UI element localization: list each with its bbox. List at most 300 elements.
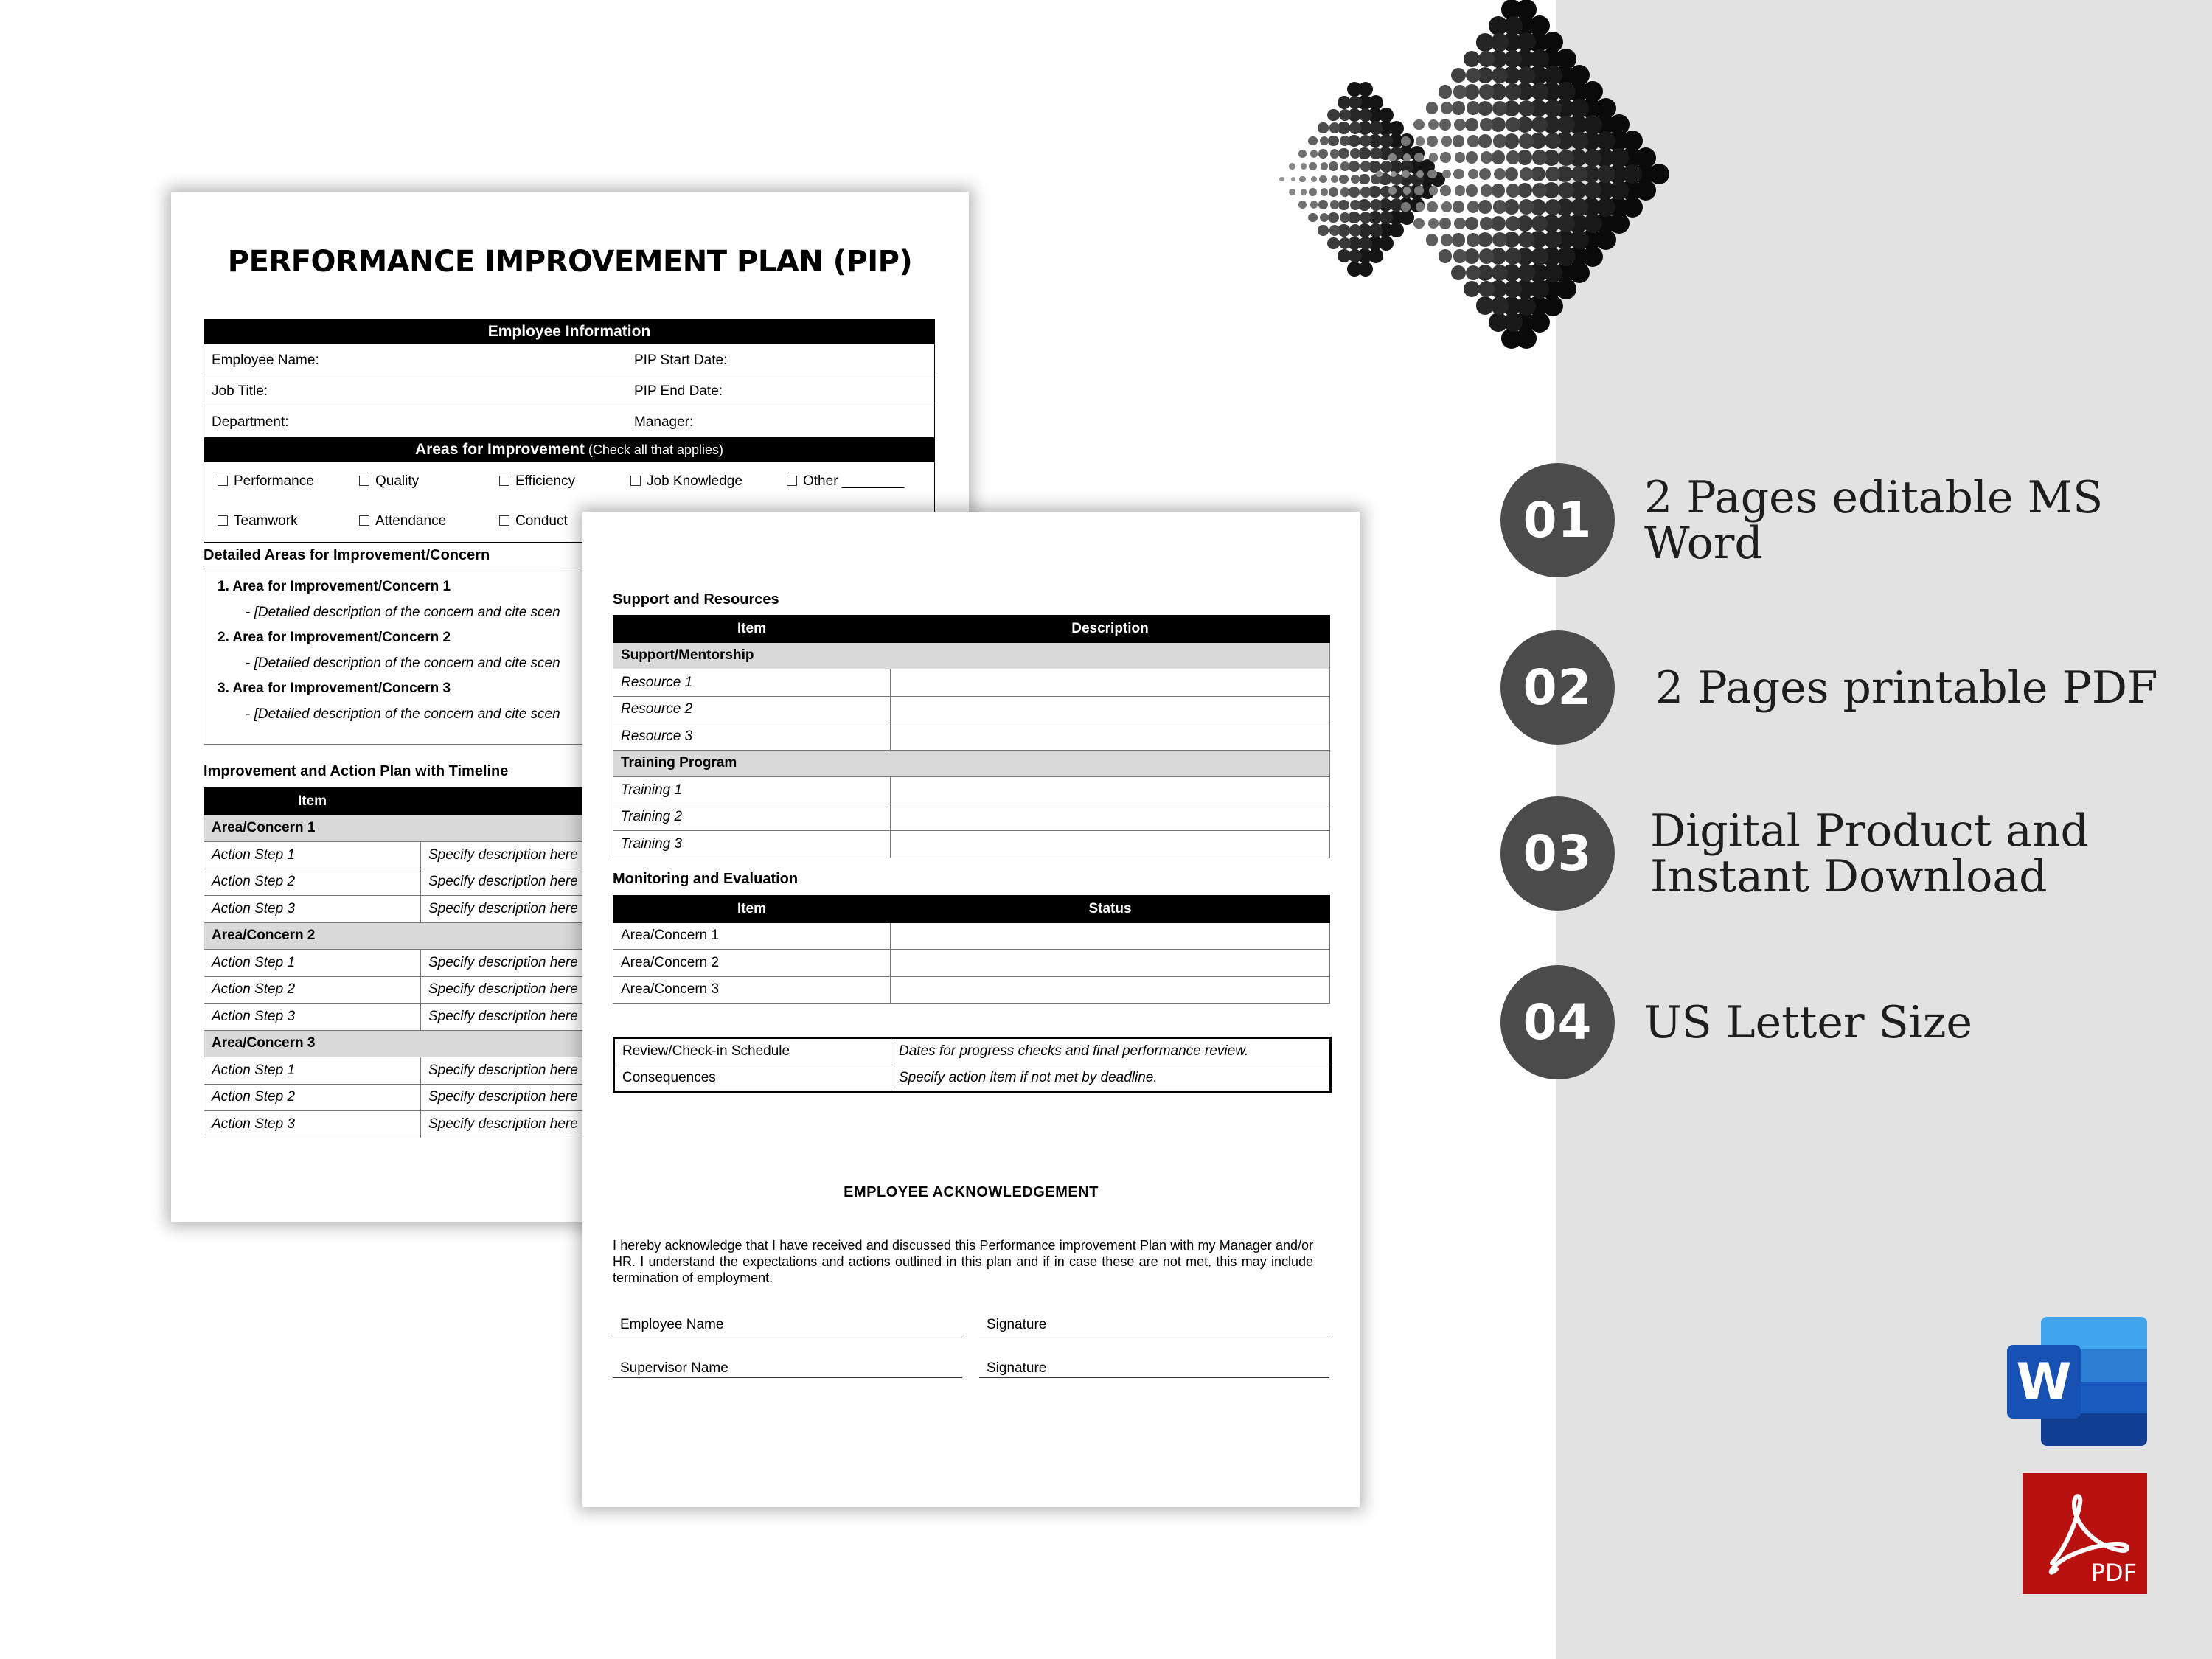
- step-item: Action Step 1: [204, 842, 421, 869]
- step-description: Specify description here: [421, 842, 936, 869]
- resource-description-cell[interactable]: [891, 723, 1330, 751]
- concern-2-description: - [Detailed description of the concern and cite scen: [246, 655, 560, 671]
- decorative-dot: [1427, 201, 1438, 212]
- step-item: Action Step 3: [204, 1004, 421, 1031]
- decorative-dot: [1338, 200, 1349, 210]
- decorative-dot: [1504, 199, 1519, 214]
- decorative-dot: [1455, 152, 1466, 163]
- decorative-dot: [1350, 200, 1360, 210]
- consequences-value: Specify action item if not met by deadline.: [891, 1065, 1331, 1092]
- decorative-dot: [1329, 187, 1338, 197]
- resource-item: Resource 3: [613, 723, 891, 751]
- decorative-dot: [1403, 187, 1411, 195]
- decorative-dot: [1359, 237, 1372, 250]
- checkbox-conduct[interactable]: [499, 513, 568, 529]
- decorative-dot: [1376, 171, 1382, 178]
- decorative-dot: [1466, 151, 1478, 164]
- decorative-dot: [1318, 225, 1328, 235]
- decorative-dot: [1299, 176, 1306, 183]
- decorative-dot: [1429, 153, 1439, 162]
- feature-text: US Letter Size: [1644, 996, 1972, 1048]
- monitoring-item: Area/Concern 3: [613, 976, 891, 1004]
- decorative-dot: [1439, 249, 1452, 262]
- group-label: Support/Mentorship: [613, 642, 1330, 669]
- checkbox-icon: [499, 515, 509, 526]
- decorative-dot: [1517, 183, 1532, 198]
- decorative-dot: [1531, 215, 1548, 232]
- decorative-dot: [1531, 167, 1545, 181]
- decorative-dot: [1467, 201, 1480, 213]
- decorative-dot: [1388, 153, 1397, 161]
- decorative-dot: [1289, 163, 1295, 170]
- decorative-dot: [1327, 237, 1339, 249]
- decorative-dot: [1329, 225, 1340, 235]
- decorative-dot: [1347, 262, 1362, 276]
- decorative-dot: [1478, 200, 1492, 213]
- decorative-dot: [1478, 51, 1495, 67]
- decorative-dot: [1339, 237, 1351, 249]
- decorative-dot: [1370, 199, 1382, 211]
- step-item: Action Step 1: [204, 950, 421, 977]
- decorative-dot: [1339, 175, 1349, 184]
- decorative-dot: [1519, 133, 1534, 148]
- decorative-dot: [1468, 169, 1479, 180]
- detailed-areas-label: Detailed Areas for Improvement/Concern: [204, 547, 490, 563]
- group-label: Training Program: [613, 750, 1330, 777]
- decorative-dot: [1298, 150, 1307, 158]
- word-icon-badge: W: [2007, 1345, 2081, 1419]
- department-label: Department:: [212, 414, 289, 430]
- decorative-dot: [1532, 150, 1547, 164]
- decorative-dot: [1428, 119, 1439, 131]
- decorative-dot: [1441, 102, 1453, 114]
- decorative-dot: [1453, 85, 1467, 98]
- checkbox-label: Conduct: [515, 513, 568, 529]
- group-label: Area/Concern 2: [204, 922, 936, 950]
- decorative-dot: [1492, 101, 1507, 116]
- decorative-dot: [1349, 187, 1359, 197]
- decorative-dot: [1429, 186, 1439, 195]
- decorative-dot: [1441, 136, 1453, 147]
- monitoring-item: Area/Concern 1: [613, 922, 891, 950]
- decorative-dot: [1349, 96, 1362, 109]
- decorative-dot: [1440, 152, 1451, 163]
- decorative-dot: [1476, 296, 1494, 314]
- checkbox-job-knowledge[interactable]: [630, 473, 742, 490]
- decorative-dot: [1489, 16, 1508, 35]
- decorative-dot: [1479, 168, 1492, 181]
- decorative-dot: [1558, 150, 1574, 166]
- training-description-cell[interactable]: [891, 777, 1330, 804]
- feature-number-badge: 04: [1500, 965, 1615, 1079]
- employee-information-header: Employee Information: [204, 319, 934, 344]
- checkbox-icon: [359, 515, 369, 526]
- feature-2: [1500, 630, 2194, 745]
- group-label: Area/Concern 1: [204, 815, 936, 842]
- decorative-dot: [1340, 161, 1350, 171]
- step-item: Action Step 2: [204, 1084, 421, 1111]
- monitoring-evaluation-label: Monitoring and Evaluation: [613, 871, 799, 887]
- decorative-dot: [1466, 184, 1478, 197]
- feature-number-badge: 02: [1500, 630, 1615, 745]
- decorative-dot: [1321, 188, 1329, 196]
- checkbox-quality[interactable]: [359, 473, 419, 490]
- acknowledgement-body: I hereby acknowledge that I have received and discussed this Performance improvement Plan with my Manager and/or HR. I understand the expectations and actions outlined in this plan and if in case these are not met, this may include termination of employment.: [613, 1238, 1313, 1285]
- checkbox-other[interactable]: [787, 473, 904, 490]
- status-cell[interactable]: [891, 922, 1330, 950]
- decorative-dot: [1481, 151, 1493, 164]
- col-item-header: Item: [613, 896, 891, 923]
- decorative-dot: [1329, 122, 1340, 133]
- col-status-header: Status: [891, 896, 1330, 923]
- decorative-dot: [1309, 162, 1317, 170]
- table-row: [613, 669, 1330, 697]
- decorative-dot: [1452, 101, 1465, 114]
- resource-description-cell[interactable]: [891, 696, 1330, 723]
- decorative-dot: [1329, 161, 1338, 171]
- decorative-dot: [1464, 248, 1479, 263]
- decorative-dot: [1480, 217, 1493, 230]
- decorative-dot: [1301, 163, 1307, 170]
- monitoring-item: Area/Concern 2: [613, 950, 891, 977]
- decorative-dot: [1505, 83, 1521, 100]
- decorative-dot: [1380, 134, 1393, 147]
- decorative-dot: [1360, 187, 1371, 197]
- table-row: [613, 723, 1330, 751]
- checkbox-icon: [218, 476, 228, 486]
- feature-4: [1500, 965, 2194, 1079]
- supervisor-name-line[interactable]: [613, 1377, 962, 1378]
- decorative-dot: [1309, 188, 1317, 196]
- decorative-dot: [1478, 232, 1492, 247]
- checkbox-efficiency[interactable]: [499, 473, 575, 490]
- decorative-dot: [1467, 233, 1480, 246]
- action-plan-label: Improvement and Action Plan with Timeline: [204, 763, 509, 779]
- signature-label-1: Signature: [987, 1317, 1047, 1332]
- decorative-dot: [1467, 135, 1480, 147]
- table-row: [614, 1038, 1331, 1065]
- info-row: [204, 375, 934, 406]
- decorative-dot: [1318, 122, 1328, 133]
- signature-line-2[interactable]: [979, 1377, 1329, 1378]
- training-item: Training 2: [613, 804, 891, 831]
- decorative-dot: [1451, 68, 1466, 83]
- step-description: Specify description here: [421, 976, 936, 1004]
- decorative-dot-arrows: [1224, 0, 1681, 383]
- step-description: Specify description here: [421, 1057, 936, 1085]
- decorative-dot: [1369, 121, 1382, 134]
- decorative-dot: [1506, 184, 1520, 197]
- decorative-dot: [1426, 234, 1439, 246]
- decorative-dot: [1310, 150, 1318, 158]
- step-item: Action Step 2: [204, 869, 421, 896]
- decorative-dot: [1453, 169, 1464, 180]
- employee-name-signature-label: Employee Name: [620, 1317, 724, 1332]
- decorative-dot: [1351, 175, 1360, 184]
- checkbox-icon: [499, 476, 509, 486]
- schedule-label: Review/Check-in Schedule: [614, 1038, 891, 1065]
- decorative-dot: [1369, 223, 1382, 237]
- decorative-dot: [1401, 136, 1411, 146]
- step-description: Specify description here: [421, 869, 936, 896]
- decorative-dot: [1279, 177, 1284, 182]
- monitoring-evaluation-table: [613, 895, 1330, 1004]
- feature-text: Digital Product and Instant Download: [1650, 804, 2089, 902]
- decorative-dot: [1453, 135, 1465, 147]
- decorative-dot: [1413, 119, 1425, 131]
- decorative-dot: [1452, 233, 1465, 246]
- decorative-dot: [1319, 175, 1327, 184]
- decorative-dot: [1454, 119, 1467, 131]
- table-row: [614, 1065, 1331, 1092]
- decorative-dot: [1321, 162, 1329, 170]
- decorative-dot: [1359, 174, 1369, 184]
- consequences-label: Consequences: [614, 1065, 891, 1092]
- decorative-dot: [1467, 101, 1480, 114]
- training-item: Training 3: [613, 831, 891, 858]
- decorative-dot: [1318, 149, 1328, 159]
- decorative-dot: [1338, 96, 1351, 109]
- decorative-dot: [1318, 200, 1328, 209]
- decorative-dot: [1491, 117, 1506, 132]
- decorative-dot: [1349, 122, 1361, 133]
- decorative-dot: [1454, 218, 1467, 230]
- training-item: Training 1: [613, 777, 891, 804]
- checkbox-attendance[interactable]: [359, 513, 446, 529]
- decorative-dot: [1328, 136, 1338, 146]
- support-resources-label: Support and Resources: [613, 591, 779, 608]
- table-row: [613, 777, 1330, 804]
- feature-text: 2 Pages printable PDF: [1655, 661, 2158, 714]
- decorative-dot: [1360, 135, 1371, 147]
- pip-end-date-label: PIP End Date:: [634, 383, 723, 399]
- pdf-icon: [2023, 1473, 2147, 1594]
- decorative-dot: [1347, 82, 1362, 97]
- decorative-dot: [1489, 313, 1508, 332]
- checkbox-label: Other ________: [803, 473, 905, 489]
- decorative-dot: [1330, 200, 1340, 209]
- decorative-dot: [1388, 187, 1397, 195]
- decorative-dot: [1465, 118, 1478, 131]
- decorative-dot: [1401, 202, 1411, 212]
- table-group-row: [613, 642, 1330, 669]
- col-description-header: Description: [891, 616, 1330, 643]
- checkbox-teamwork[interactable]: [218, 513, 298, 529]
- acknowledgement-title: EMPLOYEE ACKNOWLEDGEMENT: [844, 1184, 1099, 1200]
- decorative-dot: [1340, 187, 1350, 197]
- decorative-dot: [1453, 249, 1467, 262]
- decorative-dot: [1504, 133, 1519, 148]
- decorative-dot: [1349, 224, 1361, 236]
- decorative-dot: [1428, 218, 1439, 229]
- decorative-dot: [1493, 200, 1506, 213]
- decorative-dot: [1466, 265, 1481, 280]
- concern-3-description: - [Detailed description of the concern and cite scen: [246, 706, 560, 722]
- concern-3-title: 3. Area for Improvement/Concern 3: [218, 681, 451, 696]
- decorative-dot: [1349, 161, 1359, 171]
- decorative-dot: [1518, 100, 1534, 116]
- step-description: Specify description here: [421, 950, 936, 977]
- decorative-dot: [1451, 265, 1466, 280]
- document-page-2: [582, 512, 1360, 1507]
- decorative-dot: [1442, 170, 1452, 179]
- training-description-cell[interactable]: [891, 804, 1330, 831]
- step-item: Action Step 2: [204, 976, 421, 1004]
- resource-item: Resource 1: [613, 669, 891, 697]
- decorative-dot: [1338, 249, 1351, 262]
- concern-1-title: 1. Area for Improvement/Concern 1: [218, 579, 451, 594]
- checkbox-label: Performance: [234, 473, 314, 489]
- decorative-dot: [1480, 118, 1493, 131]
- info-row: [204, 344, 934, 375]
- decorative-dot: [1310, 201, 1318, 209]
- decorative-dot: [1308, 136, 1318, 146]
- decorative-dot: [1426, 102, 1439, 114]
- decorative-dot: [1464, 51, 1480, 67]
- decorative-dot: [1320, 213, 1329, 223]
- training-description-cell[interactable]: [891, 831, 1330, 858]
- table-row: [613, 696, 1330, 723]
- decorative-dot: [1413, 218, 1425, 229]
- decorative-dot: [1427, 170, 1437, 179]
- feature-number-badge: 01: [1500, 463, 1615, 577]
- decorative-dot: [1519, 199, 1534, 214]
- decorative-dot: [1505, 167, 1518, 181]
- decorative-dot: [1328, 212, 1338, 223]
- step-description: Specify description here: [421, 1084, 936, 1111]
- pip-start-date-label: PIP Start Date:: [634, 352, 728, 368]
- table-group-row: [613, 750, 1330, 777]
- table-row: [613, 950, 1330, 977]
- decorative-dot: [1439, 218, 1452, 230]
- decorative-dot: [1493, 134, 1506, 147]
- decorative-dot: [1439, 85, 1452, 98]
- checkbox-row: [204, 462, 934, 502]
- areas-for-improvement-header: [204, 437, 934, 462]
- resource-description-cell[interactable]: [891, 669, 1330, 697]
- decorative-dot: [1360, 161, 1371, 171]
- decorative-dot: [1331, 175, 1339, 184]
- feature-number-badge: 03: [1500, 796, 1615, 911]
- feature-3: [1500, 796, 2194, 911]
- concern-2-title: 2. Area for Improvement/Concern 2: [218, 630, 451, 645]
- decorative-dot: [1464, 84, 1479, 99]
- areas-header-note: (Check all that applies): [584, 442, 723, 457]
- decorative-dot: [1492, 150, 1505, 164]
- decorative-dot: [1441, 201, 1453, 212]
- document-title: PERFORMANCE IMPROVEMENT PLAN (PIP): [227, 245, 913, 279]
- step-description: Specify description here: [421, 1004, 936, 1031]
- step-description: Specify description here: [421, 1111, 936, 1138]
- step-item: Action Step 3: [204, 896, 421, 923]
- decorative-dot: [1440, 185, 1451, 196]
- employee-name-label: Employee Name:: [212, 352, 319, 368]
- decorative-dot: [1545, 199, 1561, 215]
- group-label: Area/Concern 3: [204, 1030, 936, 1057]
- decorative-dot: [1464, 281, 1480, 297]
- decorative-dot: [1439, 119, 1452, 131]
- status-cell[interactable]: [891, 950, 1330, 977]
- step-item: Action Step 1: [204, 1057, 421, 1085]
- decorative-dot: [1479, 248, 1494, 263]
- decorative-dot: [1492, 265, 1508, 281]
- table-header-row: [613, 896, 1330, 923]
- decorative-dot: [1492, 184, 1505, 197]
- decorative-dot: [1338, 148, 1349, 159]
- decorative-dot: [1380, 161, 1392, 173]
- checkbox-label: Attendance: [375, 513, 447, 529]
- decorative-dot: [1416, 202, 1425, 212]
- ms-word-icon: [2007, 1317, 2147, 1446]
- decorative-dot: [1453, 201, 1465, 213]
- supervisor-name-signature-label: Supervisor Name: [620, 1360, 728, 1376]
- table-header-row: [613, 616, 1330, 643]
- table-row: [613, 976, 1330, 1004]
- decorative-dot: [1506, 150, 1520, 164]
- table-row: [613, 922, 1330, 950]
- status-cell[interactable]: [891, 976, 1330, 1004]
- table-row: [613, 804, 1330, 831]
- decorative-dot: [1416, 136, 1425, 146]
- decorative-dot: [1301, 189, 1307, 195]
- resource-item: Resource 2: [613, 696, 891, 723]
- checkbox-performance[interactable]: [218, 473, 314, 490]
- feature-text: 2 Pages editable MS Word: [1644, 471, 2104, 569]
- checkbox-icon: [359, 476, 369, 486]
- pdf-icon-label: PDF: [2090, 1559, 2137, 1587]
- checkbox-label: Efficiency: [515, 473, 575, 489]
- feature-1: [1500, 463, 2194, 577]
- decorative-dot: [1520, 167, 1533, 181]
- concern-1-description: - [Detailed description of the concern and cite scen: [246, 605, 560, 620]
- decorative-dot: [1414, 153, 1424, 162]
- decorative-dot: [1455, 185, 1466, 196]
- col-item-header: Item: [613, 616, 891, 643]
- schedule-table: [613, 1037, 1332, 1093]
- decorative-dot: [1465, 217, 1478, 230]
- employee-information-section: [204, 319, 935, 543]
- areas-header-title: Areas for Improvement: [415, 441, 585, 458]
- decorative-dot: [1308, 213, 1318, 223]
- schedule-value: Dates for progress checks and final performance review.: [891, 1038, 1331, 1065]
- checkbox-label: Teamwork: [234, 513, 298, 529]
- info-row: [204, 406, 934, 437]
- decorative-dot: [1320, 136, 1329, 146]
- checkbox-icon: [630, 476, 641, 486]
- checkbox-icon: [218, 515, 228, 526]
- checkbox-label: Job Knowledge: [647, 473, 742, 489]
- decorative-dot: [1505, 248, 1521, 264]
- step-item: Action Step 3: [204, 1111, 421, 1138]
- decorative-dot: [1441, 234, 1453, 246]
- signature-label-2: Signature: [987, 1360, 1047, 1376]
- decorative-dot: [1311, 176, 1318, 183]
- decorative-dot: [1414, 186, 1424, 195]
- decorative-dot: [1327, 109, 1339, 121]
- manager-label: Manager:: [634, 414, 694, 430]
- decorative-dot: [1330, 149, 1340, 159]
- decorative-dot: [1427, 136, 1438, 147]
- support-resources-table: [613, 615, 1330, 858]
- decorative-dot: [1478, 134, 1492, 147]
- job-title-label: Job Title:: [212, 383, 268, 399]
- decorative-dot: [1517, 150, 1532, 164]
- checkbox-label: Quality: [375, 473, 420, 489]
- decorative-dot: [1479, 84, 1494, 99]
- decorative-dot: [1476, 33, 1494, 51]
- col-item-header: Item: [204, 788, 421, 815]
- step-description: Specify description here: [421, 896, 936, 923]
